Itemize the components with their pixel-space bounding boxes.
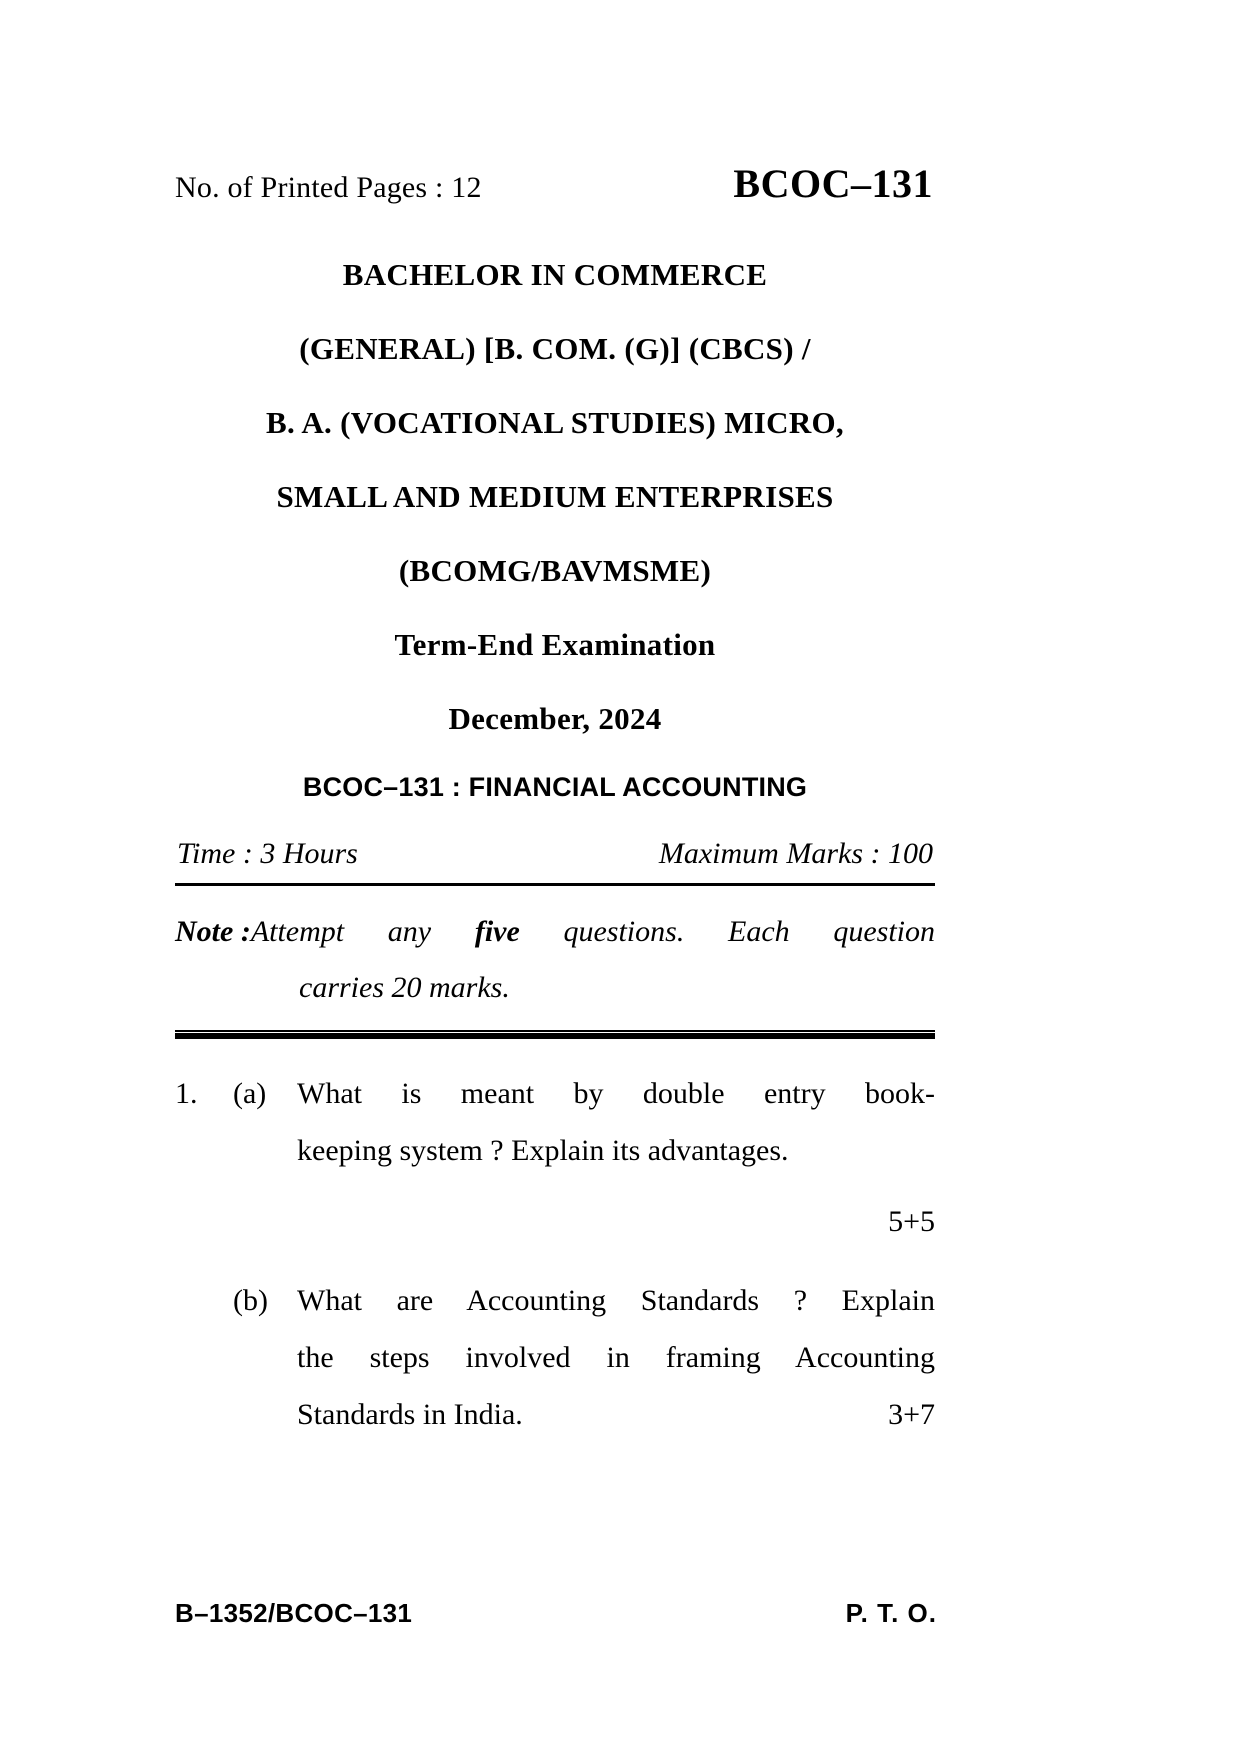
question-part-label: (a) [233, 1077, 267, 1110]
question-text-line: Standards in India. [297, 1398, 523, 1431]
program-title-block [175, 238, 935, 756]
exam-duration: Time : 3 Hours [177, 837, 358, 870]
program-title-line-1: BACHELOR IN COMMERCE [342, 257, 768, 292]
question-text-line-with-marks [297, 1386, 935, 1443]
divider-above-note [175, 883, 935, 886]
question-text-line: the steps involved in framing Accounting [297, 1341, 935, 1374]
question-item [175, 1065, 935, 1179]
page-content [175, 160, 935, 1443]
exam-max-marks: Maximum Marks : 100 [658, 837, 933, 870]
exam-type: Term-End Examination [394, 627, 716, 662]
program-title-line-2: (GENERAL) [B. COM. (G)] (CBCS) / [299, 331, 811, 366]
question-marks: 3+7 [888, 1398, 935, 1431]
subject-title: BCOC–131 : FINANCIAL ACCOUNTING [302, 772, 808, 802]
question-text-line: What are Accounting Standards ? Explain [297, 1284, 935, 1317]
exam-session: December, 2024 [448, 701, 662, 736]
question-text-line: What is meant by double entry book- [297, 1077, 935, 1110]
note-line-2: carries 20 marks. [299, 971, 510, 1004]
footer-pto: P. T. O. [845, 1598, 937, 1628]
question-text-line: keeping system ? Explain its advantages. [297, 1134, 789, 1167]
note-text-after-emphasis: questions. Each question [519, 915, 935, 948]
question-part-text [297, 1272, 935, 1443]
questions-list [175, 1065, 935, 1443]
note-emphasis-five: five [474, 915, 520, 948]
divider-below-note [175, 1030, 935, 1039]
course-code: BCOC–131 [733, 161, 933, 206]
instructions-note [175, 904, 935, 1016]
program-title-line-4: SMALL AND MEDIUM ENTERPRISES [276, 479, 834, 514]
question-part-label: (b) [233, 1284, 268, 1317]
note-text-before-emphasis: Attempt any [250, 915, 475, 948]
question-item [175, 1272, 935, 1443]
footer-paper-code: B–1352/BCOC–131 [175, 1598, 413, 1628]
program-title-line-3: B. A. (VOCATIONAL STUDIES) MICRO, [266, 405, 844, 440]
spacer [175, 1250, 935, 1272]
page-header [175, 160, 935, 212]
note-line-1 [175, 904, 935, 960]
printed-pages-label: No. of Printed Pages : 12 [175, 171, 482, 204]
exam-meta-row [175, 837, 935, 871]
question-marks: 5+5 [888, 1205, 935, 1238]
note-label: Note : [175, 915, 251, 948]
question-number: 1. [175, 1077, 198, 1110]
program-title-line-5: (BCOMG/BAVMSME) [398, 553, 712, 588]
page-footer [175, 1598, 937, 1629]
question-part-text [297, 1065, 935, 1179]
note-line-1-text [251, 904, 935, 960]
